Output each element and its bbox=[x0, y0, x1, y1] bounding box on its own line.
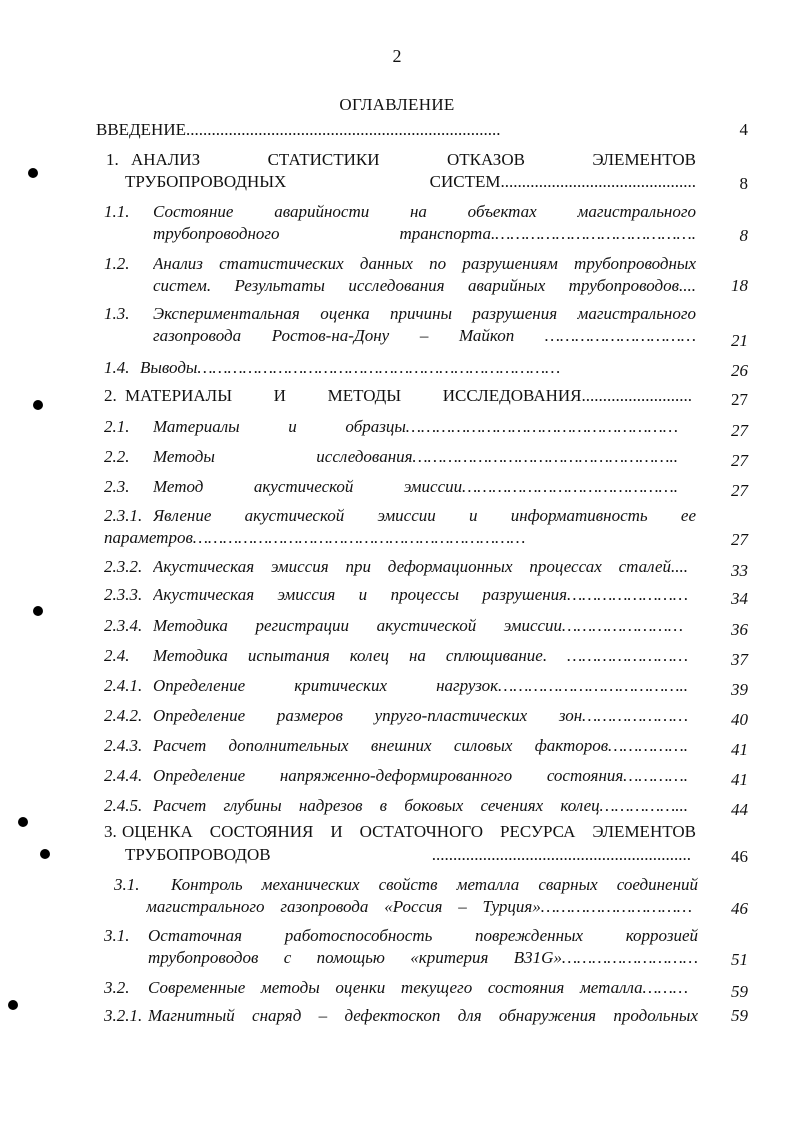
toc-entry-number: 2.4.5. bbox=[104, 796, 143, 815]
toc-entry-page: 27 bbox=[731, 390, 748, 409]
binder-hole-mark bbox=[40, 849, 50, 859]
toc-entry-number: 3.2. bbox=[104, 978, 130, 997]
toc-entry-number: 3.2.1. bbox=[104, 1006, 143, 1025]
toc-entry-page: 41 bbox=[731, 770, 748, 789]
toc-entry-text: Экспериментальная оценка причины разрушения магистрального bbox=[153, 304, 696, 323]
toc-entry-page: 27 bbox=[731, 481, 748, 500]
toc-entry-text: ОЦЕНКА СОСТОЯНИЯ И ОСТАТОЧНОГО РЕСУРСА ЭЛЕМЕНТОВ bbox=[122, 822, 696, 841]
toc-entry-page: 37 bbox=[731, 650, 748, 669]
toc-entry-text: трубопроводного транспорта.…………………………………. bbox=[153, 224, 696, 243]
toc-entry-text: Материалы и образцы……………………………………………… bbox=[153, 417, 678, 436]
binder-hole-mark bbox=[28, 168, 38, 178]
toc-entry-number: 1.1. bbox=[104, 202, 130, 221]
toc-entry-page: 44 bbox=[731, 800, 748, 819]
toc-entry-number: 2.4.2. bbox=[104, 706, 143, 725]
toc-entry-text: Расчет дополнительных внешних силовых факторов……………. bbox=[153, 736, 688, 755]
toc-entry-text: Метод акустической эмиссии……………………………………. bbox=[153, 477, 678, 496]
toc-entry-number: 2.4.3. bbox=[104, 736, 143, 755]
toc-entry-number: 2.3. bbox=[104, 477, 130, 496]
toc-entry-text: Методика испытания колец на сплющивание. …………………… bbox=[153, 646, 688, 665]
toc-entry-number: 1. bbox=[106, 150, 119, 169]
toc-entry-number: 2.3.1. bbox=[104, 506, 143, 525]
toc-entry-page: 26 bbox=[731, 361, 748, 380]
toc-entry-page: 46 bbox=[731, 899, 748, 918]
toc-entry-text: магистрального газопровода «Россия – Турция»………………………… bbox=[146, 897, 692, 916]
toc-entry-page: 8 bbox=[739, 226, 748, 245]
toc-entry-number: 3. bbox=[104, 822, 117, 841]
toc-entry-number: 2.1. bbox=[104, 417, 130, 436]
toc-entry-text: Остаточная работоспособность поврежденных коррозией bbox=[148, 926, 698, 945]
toc-entry-text: ТРУБОПРОВОДОВ ............................................................. bbox=[125, 845, 691, 864]
binder-hole-mark bbox=[33, 400, 43, 410]
toc-entry-text: Определение размеров упруго-пластических зон………………… bbox=[153, 706, 688, 725]
toc-entry-page: 33 bbox=[731, 561, 748, 580]
toc-entry-text: Анализ статистических данных по разрушениям трубопроводных bbox=[153, 254, 696, 273]
toc-entry-text: газопровода Ростов-на-Дону – Майкоп ………………………… bbox=[153, 326, 696, 345]
toc-entry-page: 40 bbox=[731, 710, 748, 729]
toc-entry-text: Методика регистрации акустической эмиссии…………………… bbox=[153, 616, 683, 635]
toc-entry-number: 2.3.4. bbox=[104, 616, 143, 635]
toc-entry-text: Явление акустической эмиссии и информативность ее bbox=[153, 506, 696, 525]
toc-entry-page: 4 bbox=[739, 120, 748, 139]
toc-entry-number: 2.2. bbox=[104, 447, 130, 466]
toc-entry-number: 2.3.2. bbox=[104, 557, 143, 576]
toc-entry-page: 27 bbox=[731, 530, 748, 549]
toc-entry-text: параметров………………………………………………………… bbox=[104, 528, 526, 547]
toc-entry-text: МАТЕРИАЛЫ И МЕТОДЫ ИССЛЕДОВАНИЯ.......................... bbox=[125, 386, 692, 405]
toc-entry-page: 59 bbox=[731, 1006, 748, 1025]
page-number: 2 bbox=[392, 46, 402, 66]
toc-entry-number: 1.3. bbox=[104, 304, 130, 323]
toc-entry-text: Состояние аварийности на объектах магистрального bbox=[153, 202, 696, 221]
toc-entry-page: 36 bbox=[731, 620, 748, 639]
toc-entry-text: Выводы……………………………………………………………… bbox=[140, 358, 561, 377]
toc-entry-number: 2.4.1. bbox=[104, 676, 143, 695]
toc-entry-number: 2.4.4. bbox=[104, 766, 143, 785]
binder-hole-mark bbox=[33, 606, 43, 616]
toc-entry-page: 59 bbox=[731, 982, 748, 1001]
toc-entry-number: 3.1. bbox=[104, 926, 130, 945]
binder-hole-mark bbox=[18, 817, 28, 827]
toc-entry-text: Методы исследования…………………………………………….. bbox=[153, 447, 678, 466]
toc-entry-text: Акустическая эмиссия при деформационных процессах сталей.... bbox=[153, 557, 688, 576]
toc-entry-text: Магнитный снаряд – дефектоскоп для обнаружения продольных bbox=[148, 1006, 698, 1025]
toc-entry-text: Расчет глубины надрезов в боковых сечениях колец……………... bbox=[153, 796, 688, 815]
toc-title: ОГЛАВЛЕНИЕ bbox=[339, 95, 455, 114]
toc-entry-text: систем. Результаты исследования аварийных трубопроводов.... bbox=[153, 276, 696, 295]
toc-entry-text: трубопроводов с помощью «критерия B31G»……………………… bbox=[148, 948, 698, 967]
binder-hole-mark bbox=[8, 1000, 18, 1010]
toc-entry-page: 8 bbox=[739, 174, 748, 193]
toc-entry-page: 46 bbox=[731, 847, 748, 866]
toc-entry-number: 1.2. bbox=[104, 254, 130, 273]
toc-entry-text: ВВЕДЕНИЕ.......................................................................... bbox=[96, 120, 501, 139]
toc-entry-page: 27 bbox=[731, 421, 748, 440]
toc-entry-page: 34 bbox=[731, 589, 748, 608]
toc-entry-number: 3.1. bbox=[114, 875, 140, 894]
toc-entry-text: Определение критических нагрузок……………………………….. bbox=[153, 676, 688, 695]
toc-entry-text: ТРУБОПРОВОДНЫХ СИСТЕМ.............................................. bbox=[125, 172, 696, 191]
toc-entry-text: Современные методы оценки текущего состояния металла……… bbox=[148, 978, 688, 997]
toc-entry-page: 41 bbox=[731, 740, 748, 759]
toc-entry-text: Контроль механических свойств металла сварных соединений bbox=[171, 875, 698, 894]
toc-entry-number: 2.4. bbox=[104, 646, 130, 665]
toc-entry-page: 21 bbox=[731, 331, 748, 350]
toc-entry-page: 18 bbox=[731, 276, 748, 295]
toc-entry-number: 2. bbox=[104, 386, 117, 405]
toc-entry-text: Акустическая эмиссия и процессы разрушения…………………… bbox=[153, 585, 688, 604]
toc-entry-text: Определение напряженно-деформированного состояния…………. bbox=[153, 766, 688, 785]
toc-entry-page: 51 bbox=[731, 950, 748, 969]
toc-entry-number: 2.3.3. bbox=[104, 585, 143, 604]
toc-entry-page: 39 bbox=[731, 680, 748, 699]
toc-entry-page: 27 bbox=[731, 451, 748, 470]
toc-entry-text: АНАЛИЗ СТАТИСТИКИ ОТКАЗОВ ЭЛЕМЕНТОВ bbox=[131, 150, 696, 169]
toc-entry-number: 1.4. bbox=[104, 358, 130, 377]
